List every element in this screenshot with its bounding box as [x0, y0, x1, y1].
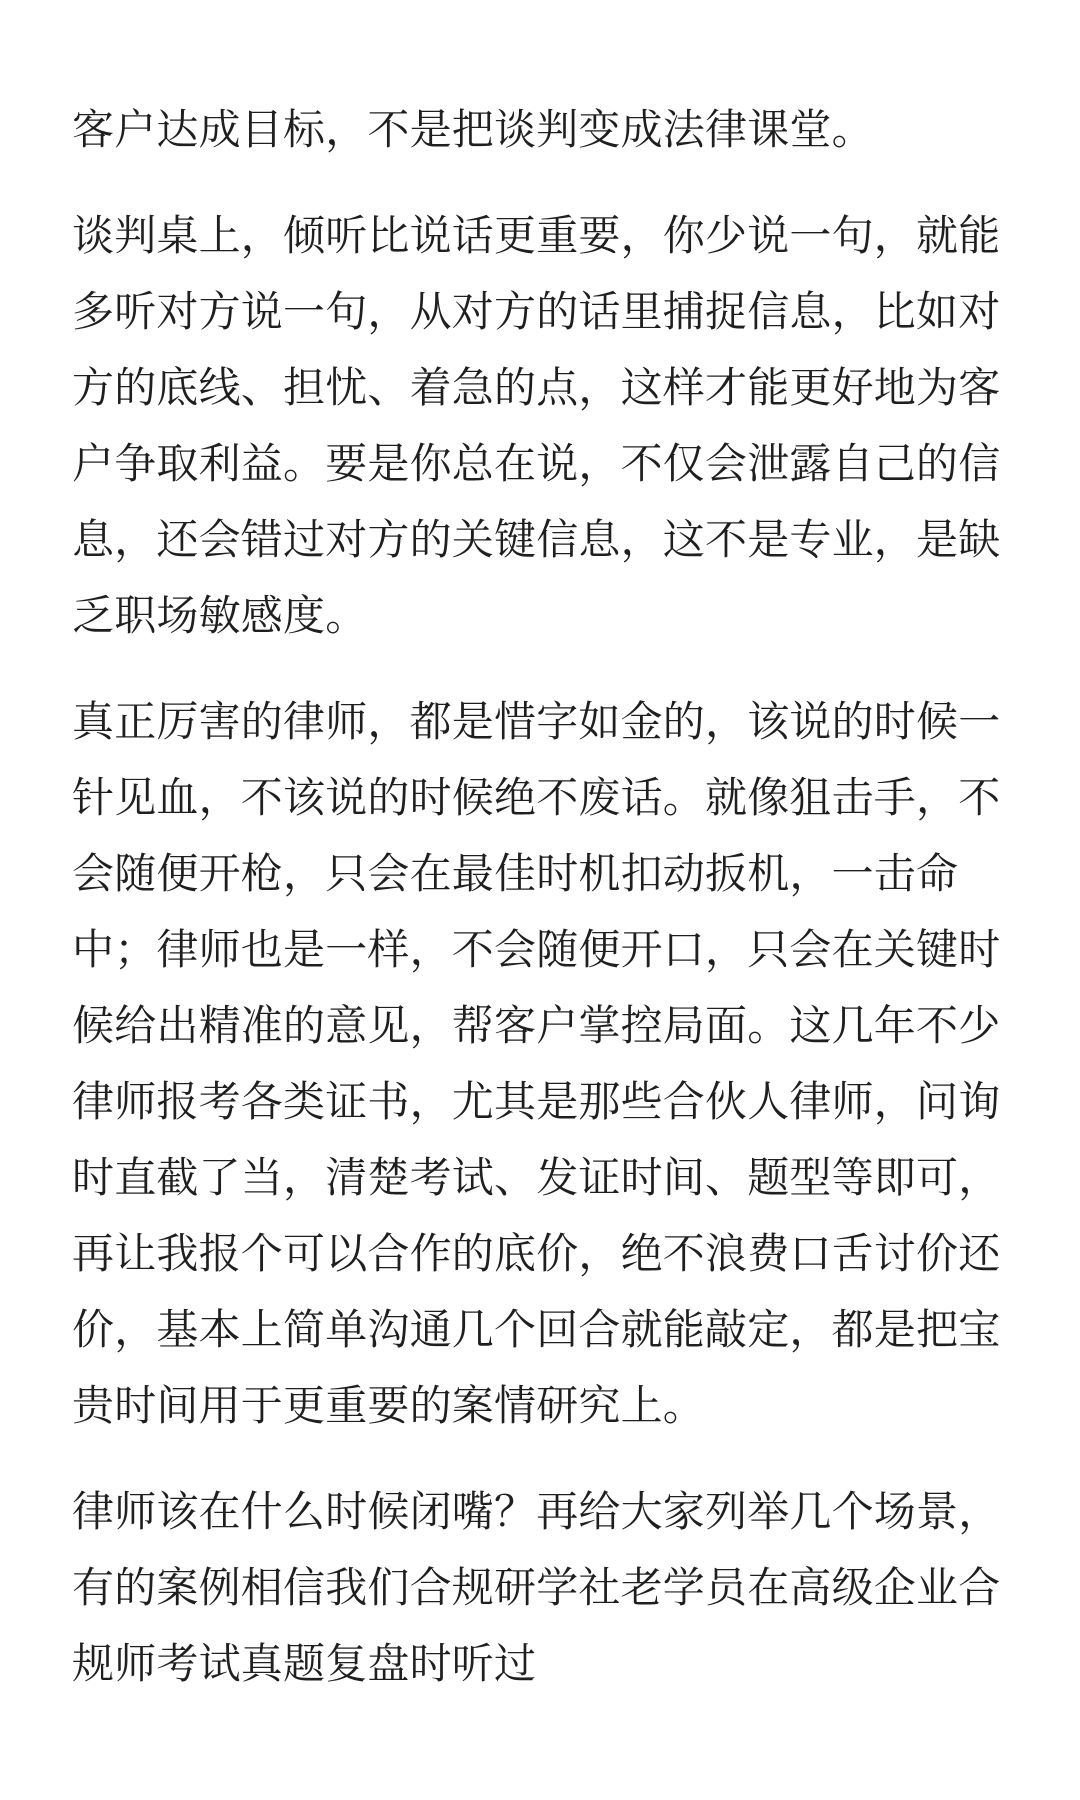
paragraph-lawyer-sniper [72, 684, 1012, 1444]
text-line: 多听对方说一句，从对方的话里捕捉信息，比如对 [72, 287, 1001, 336]
article-body [72, 92, 1012, 1732]
paragraph-when-silent [72, 1474, 1012, 1702]
text-line: 候给出精准的意见，帮客户掌控局面。这几年不少 [72, 1001, 1001, 1050]
text-line: 针见血，不该说的时候绝不废话。就像狙击手，不 [72, 773, 1001, 822]
text-line: 中；律师也是一样，不会随便开口，只会在关键时 [72, 925, 1001, 974]
text-line: 律师报考各类证书，尤其是那些合伙人律师，问询 [72, 1077, 1001, 1126]
text-line: 户争取利益。要是你总在说，不仅会泄露自己的信 [72, 439, 1001, 488]
text-line: 谈判桌上，倾听比说话更重要，你少说一句，就能 [72, 211, 1001, 260]
text-line: 时直截了当，清楚考试、发证时间、题型等即可， [72, 1153, 1001, 1202]
paragraph-intro [72, 92, 1012, 168]
text-line: 有的案例相信我们合规研学社老学员在高级企业合 [72, 1563, 1001, 1612]
text-line: 息，还会错过对方的关键信息，这不是专业，是缺 [72, 515, 1001, 564]
text-line: 律师该在什么时候闭嘴？再给大家列举几个场景， [72, 1487, 1001, 1536]
text-line: 再让我报个可以合作的底价，绝不浪费口舌讨价还 [72, 1229, 1001, 1278]
text-line: 乏职场敏感度。 [72, 591, 368, 640]
text-line: 价，基本上简单沟通几个回合就能敲定，都是把宝 [72, 1305, 1001, 1354]
text-line: 会随便开枪，只会在最佳时机扣动扳机，一击命 [72, 849, 959, 898]
text-line: 方的底线、担忧、着急的点，这样才能更好地为客 [72, 363, 1001, 412]
text-line: 贵时间用于更重要的案情研究上。 [72, 1381, 706, 1430]
paragraph-listening [72, 198, 1012, 654]
text-line: 规师考试真题复盘时听过 [72, 1639, 537, 1688]
text-line: 真正厉害的律师，都是惜字如金的，该说的时候一 [72, 697, 1001, 746]
text-line: 客户达成目标，不是把谈判变成法律课堂。 [72, 105, 874, 154]
